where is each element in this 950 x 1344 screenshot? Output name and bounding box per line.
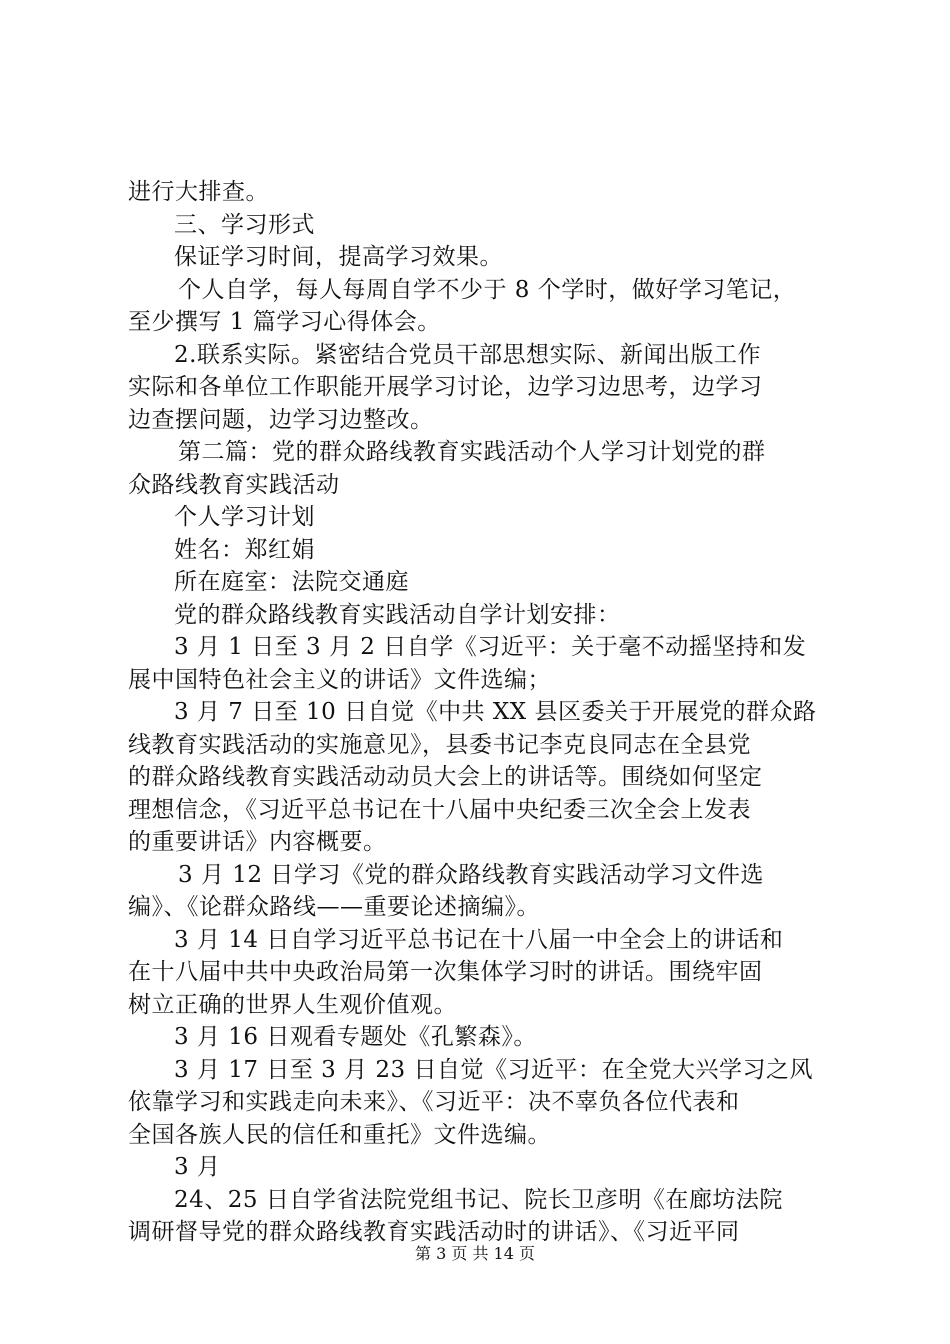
text-line: 众路线教育实践活动 — [128, 471, 340, 498]
text-line: 边查摆问题，边学习边整改。 — [128, 406, 434, 433]
text-line: 姓名：郑红娟 — [174, 536, 315, 563]
text-line: 三、学习形式 — [174, 211, 315, 238]
page-number-footer: 第 3 页 共 14 页 — [415, 1244, 535, 1263]
text-line: 在十八届中共中央政治局第一次集体学习时的讲话。围绕牢固 — [128, 959, 763, 985]
text-line: 实际和各单位工作职能开展学习讨论，边学习边思考，边学习 — [128, 374, 763, 400]
text-line: 3 月 12 日学习《党的群众路线教育实践活动学习文件选 — [178, 861, 764, 888]
text-line: 所在庭室：法院交通庭 — [174, 569, 409, 595]
text-line: 3 月 16 日观看专题处《孔繁森》。 — [174, 1024, 537, 1050]
document-body — [128, 176, 836, 1249]
text-line: 的重要讲话》内容概要。 — [128, 829, 387, 855]
text-line: 个人学习计划 — [174, 504, 315, 530]
text-line: 树立正确的世界人生观价值观。 — [128, 991, 457, 1018]
text-line: 2.联系实际。紧密结合党员干部思想实际、新闻出版工作 — [174, 341, 761, 368]
text-line: 3 月 1 日至 3 月 2 日自学《习近平：关于毫不动摇坚持和发 — [174, 634, 807, 660]
text-line: 编》、《论群众路线——重要论述摘编》。 — [128, 894, 540, 920]
text-line: 调研督导党的群众路线教育实践活动时的讲话》、《习近平同 — [128, 1219, 740, 1245]
text-line: 进行大排查。 — [128, 179, 269, 205]
text-line: 展中国特色社会主义的讲话》文件选编； — [128, 666, 551, 693]
text-line: 至少撰写 1 篇学习心得体会。 — [128, 309, 441, 335]
text-line: 3 月 — [174, 1154, 221, 1180]
text-line: 个人自学，每人每周自学不少于 8 个学时，做好学习笔记， — [178, 276, 797, 303]
text-line: 24、25 日自学省法院党组书记、院长卫彦明《在廊坊法院 — [174, 1186, 783, 1213]
text-line: 的群众路线教育实践活动动员大会上的讲话等。围绕如何坚定 — [128, 764, 763, 790]
text-line: 3 月 7 日至 10 日自觉《中共 XX 县区委关于开展党的群众路 — [174, 699, 817, 725]
text-line: 党的群众路线教育实践活动自学计划安排： — [174, 601, 621, 628]
text-line: 线教育实践活动的实施意见》，县委书记李克良同志在全县党 — [128, 731, 751, 758]
text-line: 全国各族人民的信任和重托》文件选编。 — [128, 1121, 551, 1148]
text-line: 保证学习时间，提高学习效果。 — [174, 244, 503, 270]
text-line: 3 月 17 日至 3 月 23 日自觉《习近平：在全党大兴学习之风 — [174, 1056, 813, 1083]
text-line: 3 月 14 日自学习近平总书记在十八届一中全会上的讲话和 — [174, 926, 784, 953]
text-line: 理想信念，《习近平总书记在十八届中央纪委三次全会上发表 — [128, 796, 751, 823]
text-line: 第二篇：党的群众路线教育实践活动个人学习计划党的群 — [178, 439, 766, 465]
text-line: 依靠学习和实践走向未来》、《习近平：决不辜负各位代表和 — [128, 1089, 740, 1115]
